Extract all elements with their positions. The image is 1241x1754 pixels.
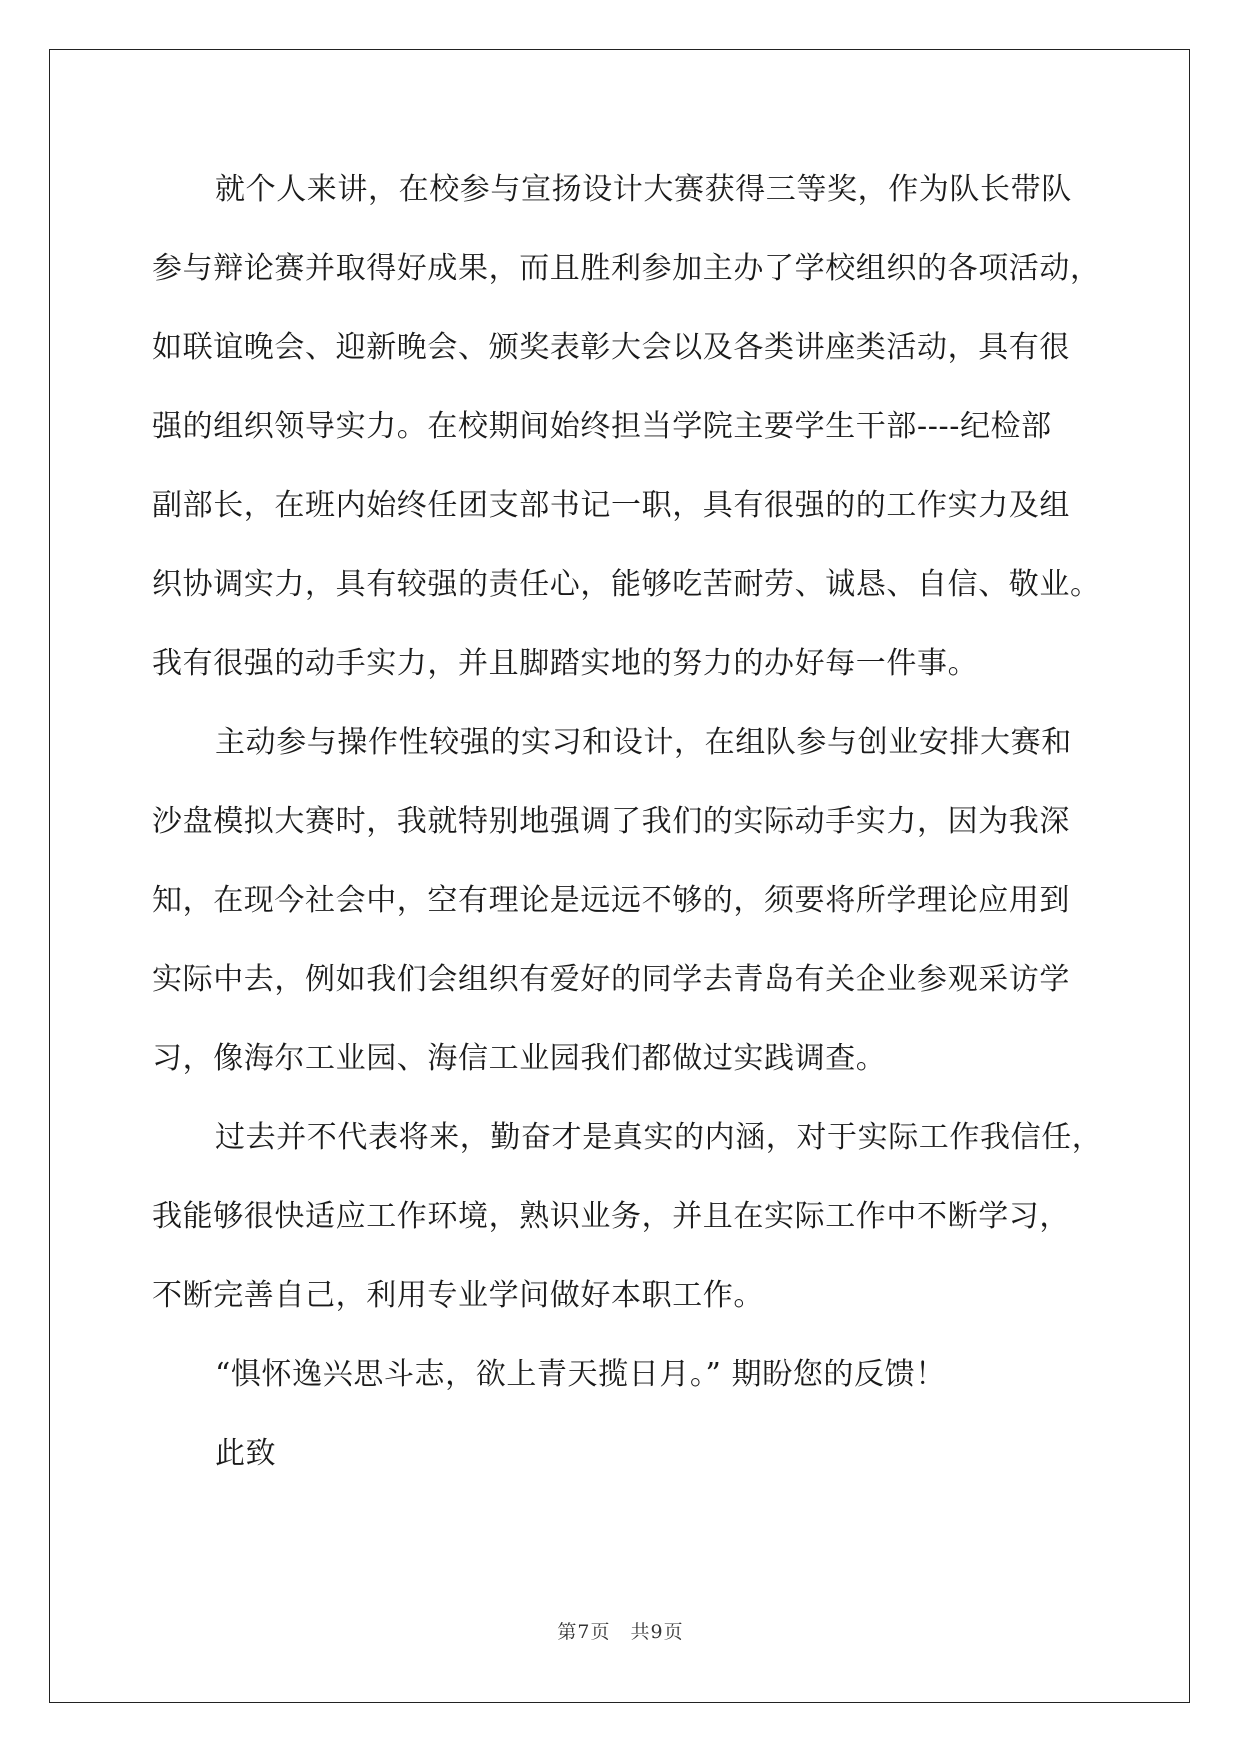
document-body: [152, 164, 1103, 1507]
text-line: 习，像海尔工业园、海信工业园我们都做过实践调查。: [152, 1041, 887, 1076]
page-number-footer: 第7页 共9页: [557, 1621, 684, 1643]
text-line: 如联谊晚会、迎新晚会、颁奖表彰大会以及各类讲座类活动，具有很: [152, 330, 1070, 365]
text-line: 参与辩论赛并取得好成果，而且胜利参加主办了学校组织的各项活动，: [152, 251, 1101, 286]
text-line: 织协调实力，具有较强的责任心，能够吃苦耐劳、诚恳、自信、敬业。: [152, 567, 1101, 602]
quote-line: “惧怀逸兴思斗志，欲上青天揽日月。” 期盼您的反馈！: [215, 1357, 946, 1392]
text-line: 强的组织领导实力。在校期间始终担当学院主要学生干部----纪检部: [152, 409, 1052, 444]
text-line: 不断完善自己，利用专业学问做好本职工作。: [152, 1278, 764, 1313]
text-line: 副部长，在班内始终任团支部书记一职，具有很强的的工作实力及组: [152, 488, 1070, 523]
text-line: 主动参与操作性较强的实习和设计，在组队参与创业安排大赛和: [215, 725, 1072, 760]
text-line: 知，在现今社会中，空有理论是远远不够的，须要将所学理论应用到: [152, 883, 1070, 918]
text-line: 我能够很快适应工作环境，熟识业务，并且在实际工作中不断学习，: [152, 1199, 1070, 1234]
closing-salutation: 此致: [215, 1436, 277, 1471]
text-line: 过去并不代表将来，勤奋才是真实的内涵，对于实际工作我信任，: [215, 1120, 1103, 1155]
text-line: 就个人来讲，在校参与宣扬设计大赛获得三等奖，作为队长带队: [215, 172, 1072, 207]
text-line: 实际中去，例如我们会组织有爱好的同学去青岛有关企业参观采访学: [152, 962, 1070, 997]
text-line: 我有很强的动手实力，并且脚踏实地的努力的办好每一件事。: [152, 646, 979, 681]
text-line: 沙盘模拟大赛时，我就特别地强调了我们的实际动手实力，因为我深: [152, 804, 1070, 839]
